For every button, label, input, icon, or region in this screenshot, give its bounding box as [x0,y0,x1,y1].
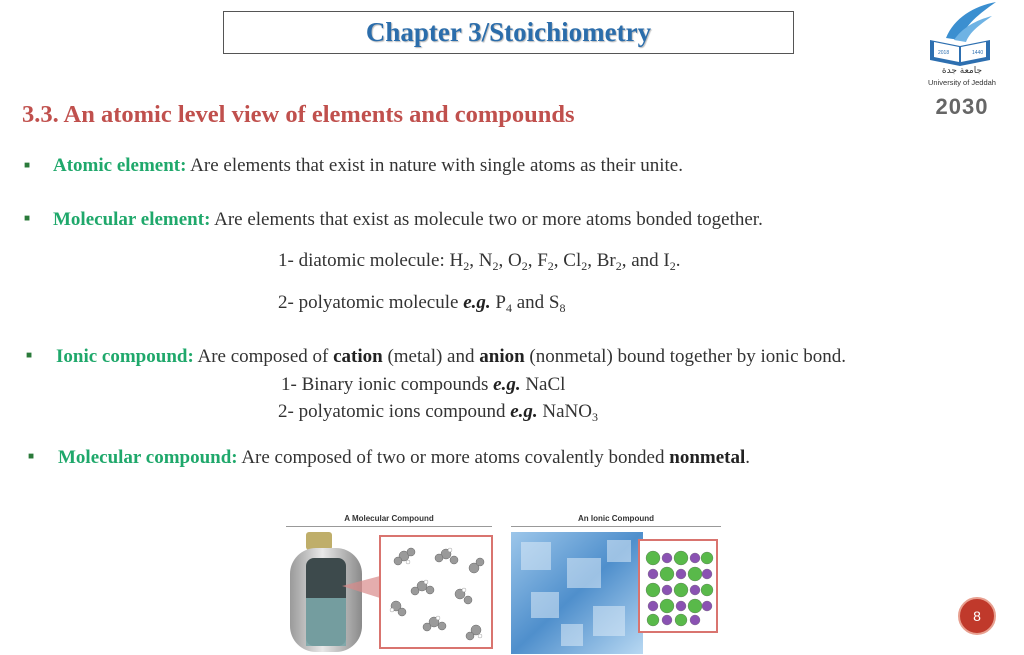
binary-ionic-line [281,374,565,396]
eg-label: e.g. [493,374,521,395]
period: . [745,447,750,468]
logo-arabic-name: جامعة جدة [941,66,983,76]
salt-crystal-illustration [511,528,723,655]
ionic-text-3: (nonmetal) bound together by ionic bond. [524,346,847,367]
nonmetal-word: nonmetal [669,447,746,468]
propane-tank-illustration [284,528,496,655]
polyatomic-line [278,292,565,314]
ionic-text-1: Are composed of [193,346,334,367]
book-wave-icon [924,0,1000,70]
bullet-icon: ■ [26,350,33,361]
atomic-element-term: Atomic element: [53,155,187,176]
polyatomic-formulas: $P_4$ [495,292,512,315]
binary-prefix: 1- Binary ionic compounds [281,374,494,395]
molecular-compound-term: Molecular compound: [58,447,238,468]
vision-2030-logo: 2030 [935,94,989,119]
anion-word: anion [479,346,525,367]
and-word: and [511,292,549,313]
polyatomic-ions-line [278,401,598,423]
eg-label: e.g. [463,292,491,313]
svg-text:1440: 1440 [972,50,984,56]
sulfur-formula: $S_8$ [548,292,566,315]
polyatomic-prefix: 2- polyatomic molecule [278,292,464,313]
polyatomic-ions-example: NaNO [537,401,592,422]
slide-title-box [223,11,794,54]
subscript-3: 3 [592,410,598,424]
ionic-compound-term: Ionic compound: [56,346,194,367]
molecular-compound-figure-title: A Molecular Compound [344,514,434,523]
section-heading: 3.3. An atomic level view of elements and compounds [22,101,575,128]
binary-example: NaCl [520,374,566,395]
polyatomic-ions-prefix: 2- polyatomic ions compound [278,401,511,422]
ionic-text-2: (metal) and [382,346,480,367]
molecular-element-line [53,209,763,231]
svg-text:2018: 2018 [938,50,950,56]
diatomic-line [278,250,680,272]
atomic-element-text: Are elements that exist in nature with single atoms as their unite. [186,155,683,176]
ionic-compound-line [56,346,846,368]
diatomic-prefix: 1- diatomic molecule: [278,250,450,271]
ionic-compound-figure-title: An Ionic Compound [578,514,654,523]
university-logo [924,0,1000,125]
atomic-element-line [53,155,683,177]
figure-divider [511,526,721,527]
molecular-element-term: Molecular element: [53,209,211,230]
diatomic-formulas: $H_2$, $N_2$, $O_2$, $F_2$, $Cl_2$, $Br_2$, and $I_2$. [449,250,681,273]
slide-title: Chapter 3/Stoichiometry [365,17,652,47]
bullet-icon: ■ [28,451,35,462]
cation-word: cation [333,346,383,367]
molecular-element-text: Are elements that exist as molecule two or more atoms bonded together. [210,209,763,230]
molecular-compound-line [58,447,750,469]
bullet-icon: ■ [24,213,31,224]
bullet-icon: ■ [24,160,31,171]
eg-label: e.g. [510,401,538,422]
molecular-compound-text: Are composed of two or more atoms covalently bonded [237,447,670,468]
page-number-badge: 8 [958,597,996,635]
figure-divider [286,526,492,527]
logo-english-name: University of Jeddah [928,78,996,87]
